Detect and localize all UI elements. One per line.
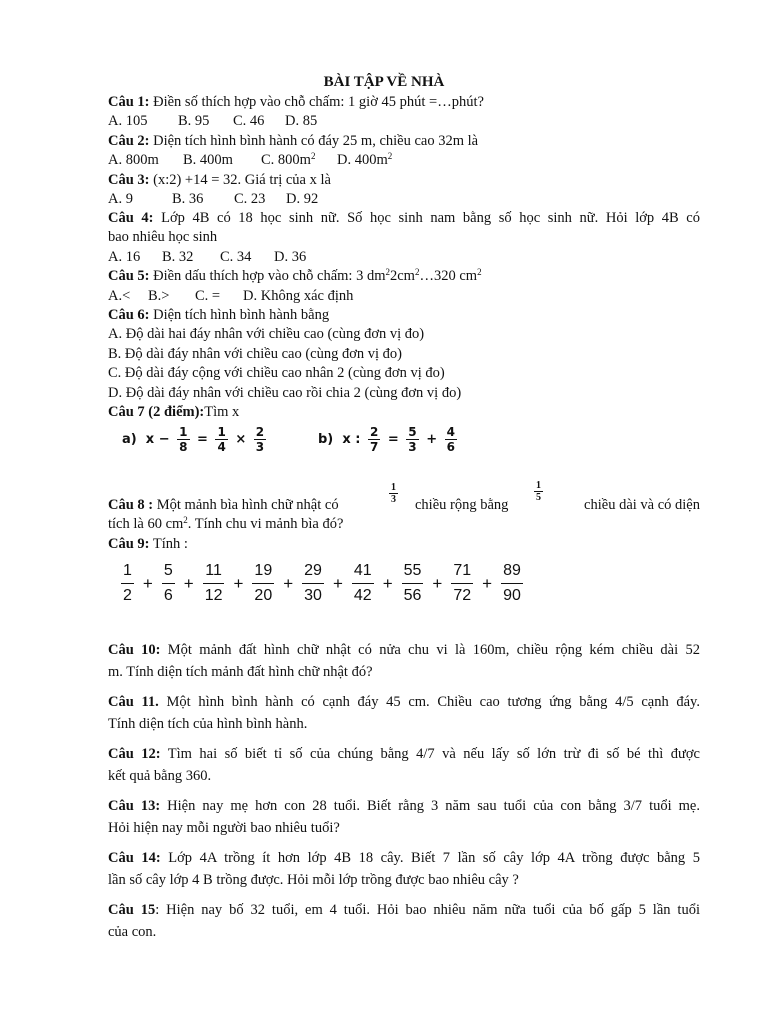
question-7 xyxy=(108,403,700,422)
denominator: 56 xyxy=(403,587,422,604)
numerator: 41 xyxy=(353,562,372,579)
denominator: 3 xyxy=(255,440,265,454)
plus-operator: + xyxy=(332,573,343,593)
question-label: Câu 11. xyxy=(108,694,159,710)
fraction-sum xyxy=(116,562,528,605)
fraction xyxy=(445,425,457,454)
option-a: A.< xyxy=(108,288,131,304)
question-text: tích là 60 cm xyxy=(108,516,184,532)
denominator: 5 xyxy=(536,492,541,503)
option-c: C. Độ dài đáy cộng với chiều cao nhân 2 (cùng đơn vị đo) xyxy=(108,365,445,381)
option-b: B. 400m xyxy=(183,152,233,168)
question-8-text-part: chiều dài và có diện xyxy=(584,497,700,513)
question-label: Câu 13: xyxy=(108,798,161,814)
denominator: 20 xyxy=(254,587,273,604)
question-2 xyxy=(108,132,700,151)
fraction xyxy=(215,425,227,454)
question-10-continued: m. Tính diện tích mảnh đất hình chữ nhật đó? xyxy=(108,664,373,680)
question-text: Lớp 4A trồng ít hơn lớp 4B 18 cây. Biết 7 lần số cây lớp 4A trồng được bằng 5 xyxy=(160,850,700,866)
question-text: Điền số thích hợp vào chỗ chấm: 1 giờ 45 phút =…phút? xyxy=(149,94,484,110)
question-text: Hiện nay mẹ hơn con 28 tuổi. Biết rằng 3 năm sau tuổi của con bằng 3/7 tuổi mẹ. xyxy=(160,798,700,814)
denominator: 2 xyxy=(123,587,132,604)
question-text-part: . Tính chu vi mảnh bìa đó? xyxy=(187,516,344,532)
superscript: 2 xyxy=(183,515,188,525)
option-b: B. Độ dài đáy nhân với chiều cao (cùng đơn vị đo) xyxy=(108,346,402,362)
question-text-part: 2cm xyxy=(390,268,415,284)
denominator: 42 xyxy=(353,587,372,604)
fraction xyxy=(451,562,473,605)
question-1 xyxy=(108,93,700,112)
equation-a xyxy=(122,425,269,454)
numerator: 5 xyxy=(163,562,173,579)
question-12 xyxy=(108,745,700,764)
question-9 xyxy=(108,535,700,554)
question-label: Câu 15 xyxy=(108,902,156,918)
question-label: Câu 7 (2 điểm): xyxy=(108,404,205,420)
numerator: 71 xyxy=(453,562,472,579)
question-12-continued: kết quả bằng 360. xyxy=(108,768,212,784)
option-d: D. 92 xyxy=(286,191,319,207)
question-14 xyxy=(108,849,700,868)
equation-b xyxy=(318,425,460,454)
question-2-options xyxy=(108,151,700,170)
question-text: Diện tích hình bình hành bằng xyxy=(149,307,330,323)
fraction xyxy=(402,562,424,605)
option-c: C. 34 xyxy=(220,249,252,265)
denominator: 6 xyxy=(163,587,173,604)
fraction xyxy=(406,425,418,454)
question-text: Tìm hai số biết tỉ số của chúng bằng 4/7 và nếu lấy số lớn trừ đi số bé thì được xyxy=(160,746,700,762)
option-b: B. 36 xyxy=(172,191,204,207)
option-d: D. 85 xyxy=(285,113,318,129)
operator: = xyxy=(197,432,208,447)
question-text: (x:2) +14 = 32. Giá trị của x là xyxy=(149,172,331,188)
question-15-continued: của con. xyxy=(108,924,157,940)
numerator: 1 xyxy=(179,425,188,439)
fraction xyxy=(162,562,175,605)
plus-operator: + xyxy=(233,573,244,593)
question-3 xyxy=(108,171,700,190)
numerator: 11 xyxy=(205,562,222,579)
fraction xyxy=(501,562,523,605)
question-4-continued: bao nhiêu học sinh xyxy=(108,229,218,245)
superscript: 2 xyxy=(414,267,420,277)
question-text: Tìm x xyxy=(204,404,240,420)
numerator: 19 xyxy=(254,562,273,579)
question-label: Câu 14: xyxy=(108,850,161,866)
plus-operator: + xyxy=(482,573,493,593)
question-text: Tính : xyxy=(149,536,188,552)
fraction xyxy=(254,425,266,454)
operator: = xyxy=(387,432,399,447)
numerator: 55 xyxy=(403,562,422,579)
operator: − xyxy=(158,432,170,447)
superscript: 2 xyxy=(310,151,316,161)
option-a: A. 105 xyxy=(108,113,148,129)
denominator: 3 xyxy=(391,494,396,505)
option-a: A. 9 xyxy=(108,191,133,207)
option-d: D. 36 xyxy=(274,249,307,265)
question-label: Câu 12: xyxy=(108,746,161,762)
option-a: A. 16 xyxy=(108,249,141,265)
option-c: C. 23 xyxy=(234,191,266,207)
question-8-line-2 xyxy=(108,515,700,534)
plus-operator: + xyxy=(382,573,393,593)
superscript: 2 xyxy=(387,151,393,161)
question-10 xyxy=(108,641,700,660)
question-5-options xyxy=(108,287,700,306)
plus-operator: + xyxy=(432,573,443,593)
option-b: B. 95 xyxy=(178,113,210,129)
question-15 xyxy=(108,901,700,920)
option-c: C. 800m xyxy=(261,152,311,168)
variable: x xyxy=(145,432,155,447)
denominator: 6 xyxy=(446,440,455,454)
numerator: 5 xyxy=(408,425,417,439)
variable: x xyxy=(342,432,351,447)
question-4-options xyxy=(108,248,700,267)
fraction xyxy=(177,425,189,454)
denominator: 3 xyxy=(408,440,417,454)
fraction xyxy=(121,562,134,605)
question-11-continued: Tính diện tích của hình bình hành. xyxy=(108,716,308,732)
question-5 xyxy=(108,267,700,286)
question-label: Câu 4: xyxy=(108,210,154,226)
numerator: 89 xyxy=(503,562,521,579)
superscript: 2 xyxy=(385,267,390,277)
numerator: 4 xyxy=(446,425,455,439)
question-6 xyxy=(108,306,700,325)
equation-label: b) xyxy=(318,432,334,447)
question-label: Câu 9: xyxy=(108,536,150,552)
question-text: Một mảnh bìa hình chữ nhật có xyxy=(153,497,339,513)
question-label: Câu 5: xyxy=(108,268,150,284)
numerator: 1 xyxy=(536,480,541,491)
denominator: 12 xyxy=(204,587,223,604)
numerator: 2 xyxy=(369,425,379,439)
option-c: C. = xyxy=(195,288,221,304)
option-b: B.> xyxy=(148,288,170,304)
question-text: Một hình bình hành có cạnh đáy 45 cm. Chiều cao tương ứng bằng 4/5 cạnh đáy. xyxy=(158,694,700,710)
numerator: 1 xyxy=(123,562,132,579)
option-d: D. Độ dài đáy nhân với chiều cao rồi chia 2 (cùng đơn vị đo) xyxy=(108,385,462,401)
option-d: D. Không xác định xyxy=(243,288,354,304)
operator: × xyxy=(235,432,247,447)
fraction xyxy=(368,425,380,454)
fraction xyxy=(352,562,374,605)
option-c: C. 46 xyxy=(233,113,265,129)
page-title: BÀI TẬP VỀ NHÀ xyxy=(323,74,445,90)
question-13-continued: Hỏi hiện nay mỗi người bao nhiêu tuổi? xyxy=(108,820,340,836)
fraction xyxy=(252,562,274,605)
question-text-part: …320 cm xyxy=(419,268,478,284)
plus-operator: + xyxy=(283,573,294,593)
question-14-continued: lần số cây lớp 4 B trồng được. Hỏi mỗi lớp trồng được bao nhiêu cây ? xyxy=(108,872,519,888)
question-8-text-part: chiều rộng bằng xyxy=(415,497,509,513)
question-label: Câu 8 : xyxy=(108,497,154,513)
question-13 xyxy=(108,797,700,816)
fraction xyxy=(534,480,543,503)
option-d: D. 400m xyxy=(337,152,388,168)
operator: + xyxy=(426,432,438,447)
question-label: Câu 6: xyxy=(108,307,150,323)
fraction xyxy=(302,562,324,605)
numerator: 1 xyxy=(391,482,396,493)
denominator: 72 xyxy=(453,587,472,604)
numerator: 1 xyxy=(217,425,226,439)
question-text: Diện tích hình bình hành có đáy 25 m, chiều cao 32m là xyxy=(149,133,479,149)
denominator: 4 xyxy=(217,440,226,454)
question-4 xyxy=(108,209,700,228)
denominator: 90 xyxy=(503,587,521,604)
superscript: 2 xyxy=(477,267,482,277)
question-text: : Hiện nay bố 32 tuổi, em 4 tuổi. Hỏi bao nhiêu năm nữa tuổi của bố gấp 5 lần tuổi xyxy=(155,902,700,918)
equation-label: a) xyxy=(122,432,137,447)
fraction xyxy=(389,482,398,505)
question-1-options xyxy=(108,112,700,131)
operator: : xyxy=(355,432,361,447)
question-3-options xyxy=(108,190,700,209)
denominator: 7 xyxy=(369,440,379,454)
question-text: Một mảnh đất hình chữ nhật có nửa chu vi là 160m, chiều rộng kém chiều dài 52 xyxy=(160,642,700,658)
plus-operator: + xyxy=(142,573,153,593)
option-a: A. 800m xyxy=(108,152,159,168)
fraction xyxy=(203,562,225,605)
option-a: A. Độ dài hai đáy nhân với chiều cao (cùng đơn vị đo) xyxy=(108,326,425,342)
numerator: 2 xyxy=(255,425,265,439)
question-label: Câu 10: xyxy=(108,642,161,658)
question-11 xyxy=(108,693,700,712)
plus-operator: + xyxy=(183,573,194,593)
question-text: Lớp 4B có 18 học sinh nữ. Số học sinh nam bằng số học sinh nữ. Hỏi lớp 4B có xyxy=(153,210,700,226)
question-label: Câu 1: xyxy=(108,94,150,110)
question-label: Câu 2: xyxy=(108,133,150,149)
numerator: 29 xyxy=(304,562,322,579)
question-label: Câu 3: xyxy=(108,172,150,188)
denominator: 8 xyxy=(179,440,188,454)
option-b: B. 32 xyxy=(162,249,194,265)
denominator: 30 xyxy=(304,587,322,604)
question-text: Điền dấu thích hợp vào chỗ chấm: 3 dm xyxy=(149,268,386,284)
